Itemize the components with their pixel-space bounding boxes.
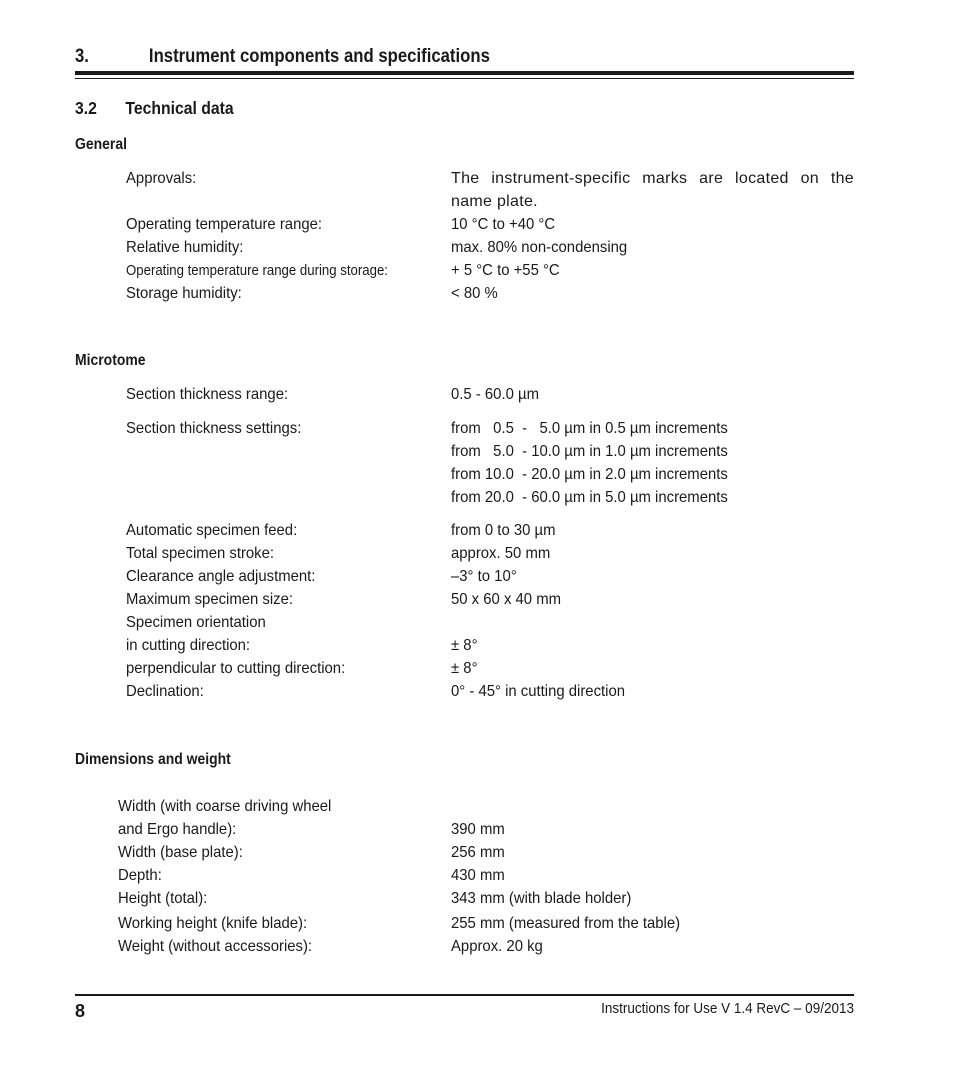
orientation-label: Specimen orientation [126,614,266,631]
chapter-title-text: Instrument components and specifications [148,46,490,67]
section-title [75,98,234,119]
footer-rule [75,994,854,996]
stroke-label: Total specimen stroke: [126,545,275,562]
working-label: Working height (knife blade): [118,915,308,932]
footer-doc-info: Instructions for Use V 1.4 RevC – 09/2013 [601,1000,854,1017]
storage-humidity-value: < 80 % [451,285,498,302]
dimensions-heading: Dimensions and weight [75,751,231,768]
op-temp-value: 10 °C to +40 °C [451,216,556,233]
settings-value-3: from 10.0 - 20.0 µm in 2.0 µm increments [451,466,728,483]
depth-label: Depth: [118,867,162,884]
settings-value-1: from 0.5 - 5.0 µm in 0.5 µm increments [451,420,728,437]
perp-value: ± 8° [451,660,478,677]
width-label-line1: Width (with coarse driving wheel [118,798,332,815]
storage-temp-label: Operating temperature range during storage: [126,262,388,279]
general-heading: General [75,136,127,153]
declination-value: 0° - 45° in cutting direction [451,683,626,700]
feed-label: Automatic specimen feed: [126,522,298,539]
height-label: Height (total): [118,890,208,907]
declination-label: Declination: [126,683,204,700]
perp-label: perpendicular to cutting direction: [126,660,346,677]
feed-value: from 0 to 30 µm [451,522,556,539]
header-rule-thick [75,71,854,75]
height-value: 343 mm (with blade holder) [451,890,632,907]
settings-value-4: from 20.0 - 60.0 µm in 5.0 µm increments [451,489,728,506]
depth-value: 430 mm [451,867,505,884]
range-label: Section thickness range: [126,386,289,403]
header-rule-thin [75,78,854,79]
cutting-dir-value: ± 8° [451,637,478,654]
storage-humidity-label: Storage humidity: [126,285,242,302]
clearance-value: –3° to 10° [451,568,517,585]
clearance-label: Clearance angle adjustment: [126,568,316,585]
section-title-text: Technical data [125,98,234,118]
width-value: 390 mm [451,821,505,838]
working-value: 255 mm (measured from the table) [451,915,681,932]
humidity-value: max. 80% non-condensing [451,239,628,256]
max-size-value: 50 x 60 x 40 mm [451,591,562,608]
weight-value: Approx. 20 kg [451,938,543,955]
width-label-line2: and Ergo handle): [118,821,237,838]
chapter-number: 3. [75,46,89,67]
humidity-label: Relative humidity: [126,239,244,256]
page-number: 8 [75,1001,86,1021]
section-number: 3.2 [75,98,97,118]
storage-temp-value: + 5 °C to +55 °C [451,262,560,279]
weight-label: Weight (without accessories): [118,938,313,955]
settings-label: Section thickness settings: [126,420,302,437]
approvals-label: Approvals: [126,170,197,187]
chapter-title [75,46,490,68]
max-size-label: Maximum specimen size: [126,591,294,608]
range-value: 0.5 - 60.0 µm [451,386,539,403]
cutting-dir-label: in cutting direction: [126,637,251,654]
base-label: Width (base plate): [118,844,243,861]
approvals-value: The instrument-specific marks are located on the name plate. [451,170,854,210]
base-value: 256 mm [451,844,505,861]
settings-value-2: from 5.0 - 10.0 µm in 1.0 µm increments [451,443,728,460]
op-temp-label: Operating temperature range: [126,216,323,233]
stroke-value: approx. 50 mm [451,545,551,562]
microtome-heading: Microtome [75,352,146,369]
